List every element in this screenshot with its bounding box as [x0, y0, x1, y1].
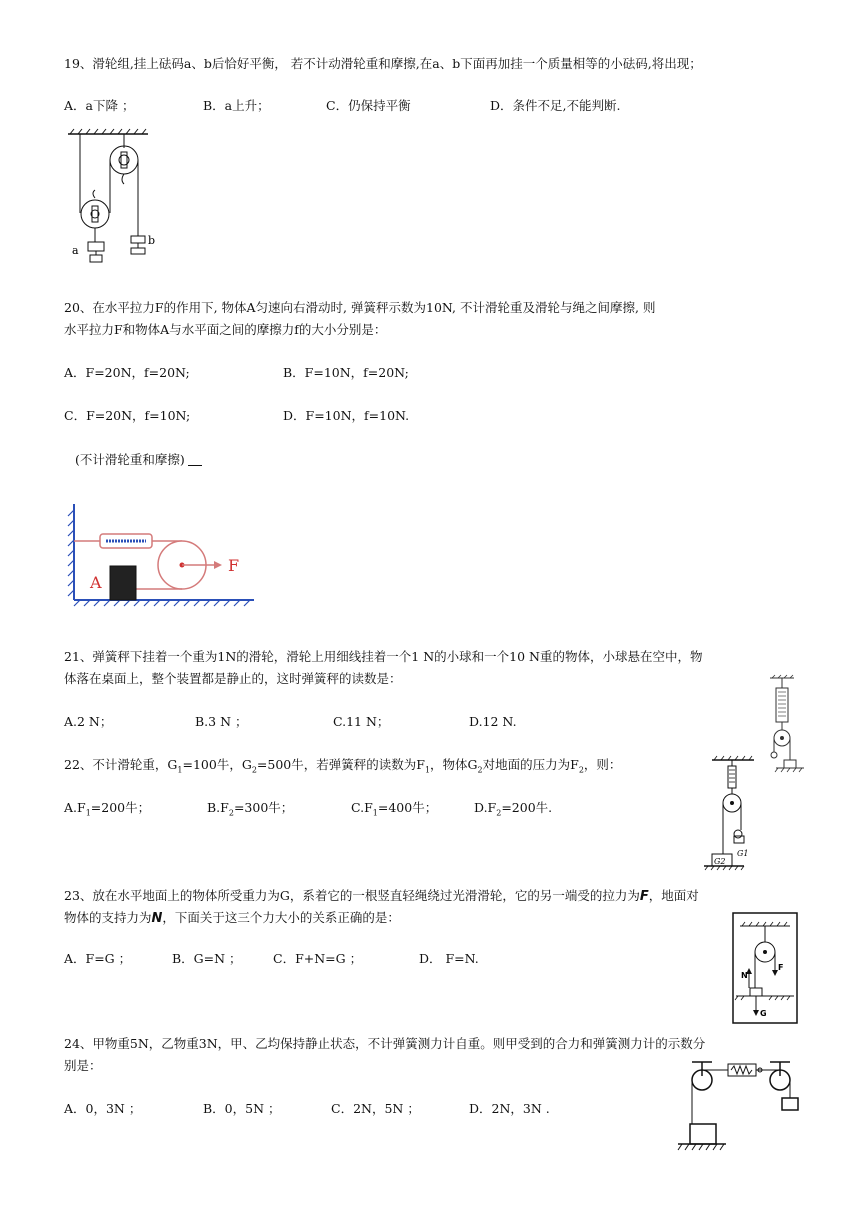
- q22-option-c[interactable]: [351, 799, 437, 823]
- q23-symbol-f: F: [639, 889, 649, 904]
- q23-symbol-n: N: [151, 911, 163, 926]
- q19-label-b: b: [148, 234, 156, 247]
- q22-stem-part: ，则：: [583, 757, 622, 772]
- q20-note: [75, 451, 202, 469]
- q24-option-c[interactable]: C．2N，5N ；: [331, 1101, 420, 1116]
- q23-pulley-figure: [732, 912, 798, 1024]
- q22-option-d[interactable]: [474, 799, 552, 823]
- q23-option-a[interactable]: A．F=G ；: [64, 951, 132, 966]
- q20-option-b[interactable]: B．F=10N，f=20N;: [283, 365, 409, 380]
- q20-label-f: F: [228, 556, 240, 575]
- q22-option-b[interactable]: [207, 799, 293, 823]
- q23-label-n: N: [741, 971, 748, 980]
- q23-label-f: F: [778, 963, 784, 972]
- q23-option-c[interactable]: C．F+N=G ；: [273, 951, 363, 966]
- q20-stem-line2: 水平拉力F和物体A与水平面之间的摩擦力f的大小分别是：: [64, 322, 387, 337]
- q20-note-text: (不计滑轮重和摩擦): [75, 452, 185, 467]
- q22-pulley-figure: [704, 756, 760, 874]
- q22-stem-part: =100牛，G: [182, 757, 252, 772]
- q22-stem-sub: 2: [578, 765, 584, 775]
- q22-stem-part: ，物体G: [430, 757, 478, 772]
- q22-option-a-text: A.F: [64, 800, 86, 815]
- q22-option-d-value: =200牛.: [501, 800, 553, 815]
- q22-stem: [64, 756, 621, 780]
- q22-option-c-text: C.F: [351, 800, 373, 815]
- q20-option-d[interactable]: D．F=10N，f=10N.: [283, 408, 410, 423]
- q22-option-a-value: =200牛；: [90, 800, 151, 815]
- q20-option-c[interactable]: C．F=20N，f=10N;: [64, 408, 191, 423]
- q22-option-b-text: B.F: [207, 800, 229, 815]
- q21-stem-line1: 21、弹簧秤下挂着一个重为1N的滑轮，滑轮上用细线挂着一个1 N的小球和一个10 N重的物体，小球悬在空中，物: [64, 649, 703, 664]
- q23-stem-text: ，下面关于这三个力大小的关系正确的是：: [162, 910, 400, 925]
- q24-spring-scale-figure: [676, 1058, 806, 1156]
- q21-spring-figure: [764, 676, 804, 774]
- q22-stem-part: 22、不计滑轮重，G: [64, 757, 178, 772]
- q22-stem-sub: 1: [424, 765, 431, 775]
- q22-option-d-sub: 2: [496, 808, 502, 818]
- q22-stem-part: 对地面的压力为F: [482, 757, 579, 772]
- q22-option-c-value: =400牛；: [377, 800, 438, 815]
- q19-option-a[interactable]: A．a下降 ；: [64, 98, 135, 113]
- q21-option-d[interactable]: D.12 N.: [469, 714, 517, 729]
- q20-pulley-figure: [66, 500, 266, 608]
- q24-option-d[interactable]: D．2N，3N .: [469, 1101, 550, 1116]
- q23-option-d[interactable]: D． F=N.: [419, 951, 479, 966]
- q24-stem-line1: 24、甲物重5N，乙物重3N，甲、乙均保持静止状态，不计弹簧测力计自重。则甲受到的合力和弹簧测力计的示数分: [64, 1036, 706, 1051]
- q23-stem-text: 物体的支持力为: [64, 910, 152, 925]
- q19-option-b[interactable]: B．a上升；: [203, 98, 270, 113]
- q21-stem-line2: 体落在桌面上，整个装置都是静止的，这时弹簧秤的读数是：: [64, 671, 402, 686]
- q23-label-g: G: [760, 1009, 767, 1018]
- q22-option-b-sub: 2: [228, 808, 234, 818]
- q22-stem-sub: 1: [177, 765, 183, 775]
- q23-stem-text: 23、放在水平地面上的物体所受重力为G，系着它的一根竖直轻绳绕过光滑滑轮，它的另一端受的拉力为: [64, 888, 640, 903]
- q24-option-a[interactable]: A．0，3N ；: [64, 1101, 142, 1116]
- q21-option-a[interactable]: A.2 N；: [64, 714, 113, 729]
- q22-option-a[interactable]: [64, 799, 150, 823]
- q23-stem-line2: [64, 909, 400, 928]
- q24-stem-line2: 别是：: [64, 1058, 102, 1073]
- q19-option-c[interactable]: C．仍保持平衡: [326, 98, 411, 113]
- q22-stem-sub: 2: [251, 765, 257, 775]
- q22-option-c-sub: 1: [372, 808, 378, 818]
- q22-stem-sub: 2: [477, 765, 483, 775]
- q19-option-d[interactable]: D．条件不足,不能判断.: [490, 98, 621, 113]
- q19-label-a: a: [72, 244, 79, 257]
- q22-label-g1: G1: [737, 849, 749, 858]
- q19-pulley-figure: [64, 128, 174, 263]
- q22-option-b-value: =300牛；: [233, 800, 294, 815]
- q20-stem-line1: 20、在水平拉力F的作用下, 物体A匀速向右滑动时, 弹簧秤示数为10N, 不计滑轮重及滑轮与绳之间摩擦, 则: [64, 300, 656, 315]
- q23-stem-line1: [64, 887, 699, 906]
- q22-label-g2: G2: [714, 857, 726, 866]
- q21-option-c[interactable]: C.11 N；: [333, 714, 390, 729]
- q22-option-d-text: D.F: [474, 800, 497, 815]
- q22-stem-part: =500牛，若弹簧秤的读数为F: [256, 757, 425, 772]
- q21-option-b[interactable]: B.3 N ；: [195, 714, 248, 729]
- q20-label-a: A: [90, 573, 102, 592]
- q20-option-a[interactable]: A．F=20N，f=20N;: [64, 365, 190, 380]
- q22-option-a-sub: 1: [85, 808, 91, 818]
- q23-stem-text: ，地面对: [648, 888, 699, 903]
- q19-stem: 19、滑轮组,挂上砝码a、b后恰好平衡， 若不计动滑轮重和摩擦,在a、b下面再加挂一个质量相等的小砝码,将出现；: [64, 56, 702, 71]
- q23-option-b[interactable]: B．G=N ；: [172, 951, 242, 966]
- q20-answer-blank[interactable]: [188, 452, 202, 466]
- q24-option-b[interactable]: B．0，5N ；: [203, 1101, 281, 1116]
